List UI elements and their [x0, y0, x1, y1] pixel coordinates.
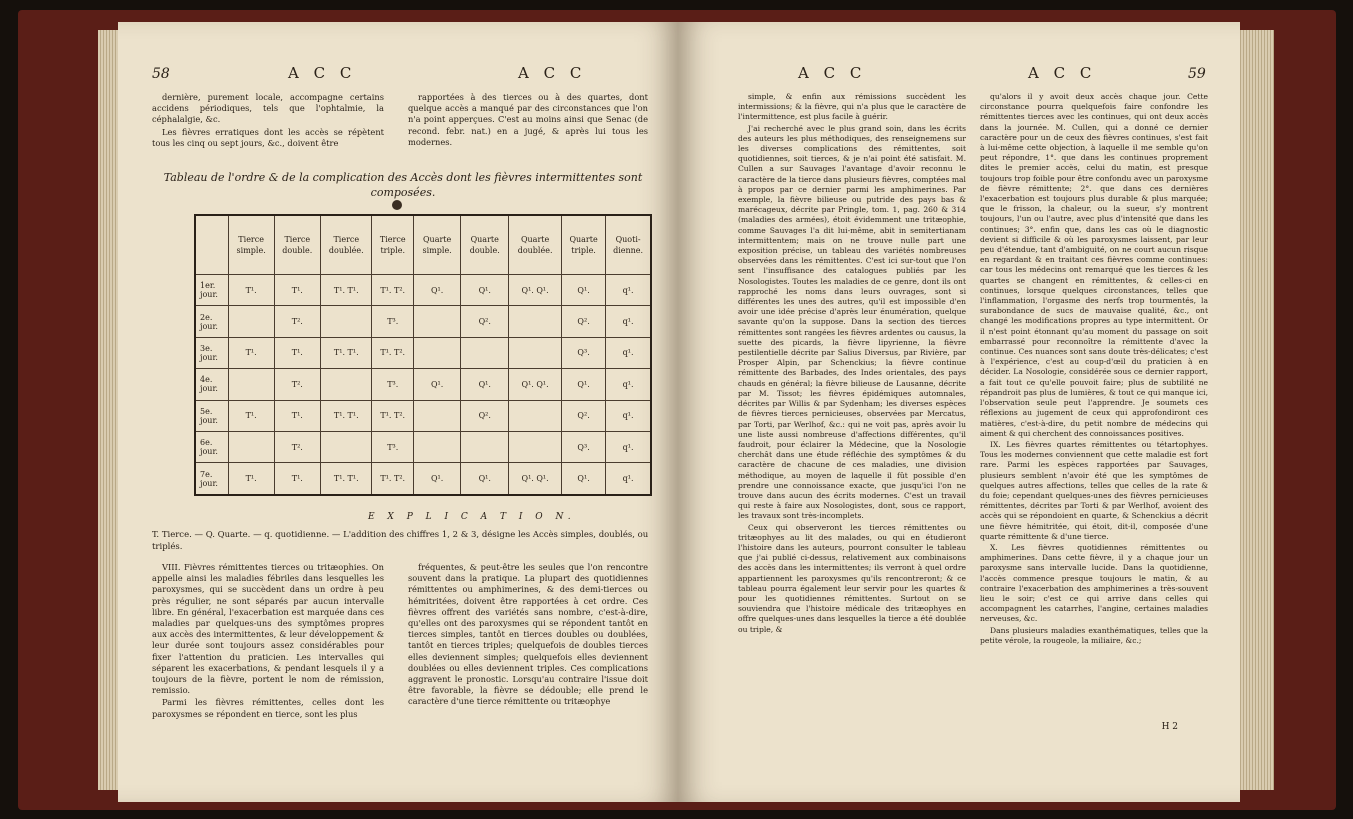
table-cell: Q¹.: [461, 369, 509, 400]
row-label: 2e. jour.: [195, 306, 228, 337]
paragraph: Dans plusieurs maladies exanthématiques, telles que la petite vérole, la rougeole, la miliaire, &c.;: [980, 625, 1208, 645]
table-cell: T².: [274, 369, 321, 400]
table-cell: T³.: [372, 306, 414, 337]
table-header: Quoti-dienne.: [606, 215, 651, 275]
table-cell: Q¹. Q¹.: [509, 369, 562, 400]
table-cell: [321, 431, 372, 462]
paragraph: Les fièvres erratiques dont les accès se répètent tous les cinq ou sept jours, &c., doivent être: [152, 126, 384, 148]
table-cell: T¹.: [228, 463, 274, 495]
table-cell: T¹. T¹.: [321, 275, 372, 306]
table-title: Tableau de l'ordre & de la complication des Accès dont les fièvres intermittentes sont composées.: [163, 171, 643, 199]
table-cell: [509, 337, 562, 368]
page-edges-left: [98, 30, 120, 790]
table-cell: T¹.: [274, 275, 321, 306]
table-cell: Q¹.: [461, 275, 509, 306]
table-header: Quarte simple.: [414, 215, 461, 275]
table-cell: [321, 306, 372, 337]
table-row: [195, 275, 651, 306]
table-cell: [228, 369, 274, 400]
table-cell: T¹. T¹.: [321, 337, 372, 368]
table-cell: Q¹.: [414, 275, 461, 306]
table-cell: Q³.: [561, 431, 605, 462]
table-cell: Q¹.: [461, 463, 509, 495]
ink-spot: [392, 200, 402, 210]
table-cell: T¹.: [228, 337, 274, 368]
table-cell: T¹. T¹.: [321, 400, 372, 431]
table-row: [195, 431, 651, 462]
table-cell: [228, 431, 274, 462]
row-label: 3e. jour.: [195, 337, 228, 368]
running-head-left-a: A C C: [288, 64, 357, 82]
right-right-column: [980, 92, 1208, 647]
table-cell: Q¹.: [561, 369, 605, 400]
table-cell: [414, 306, 461, 337]
table-legend: T. Tierce. — Q. Quarte. — q. quotidienne. — L'addition des chiffres 1, 2 & 3, désigne les Accès simples, doublés, ou triplés.: [152, 530, 649, 552]
paragraph: dernière, purement locale, accompagne certains accidens périodiques, tels que l'ophtalmie, la céphalalgie, &c.: [152, 92, 384, 125]
table-cell: T¹. T².: [372, 275, 414, 306]
paragraph: Ceux qui observeront les tierces rémittentes ou tritæophyes au lit des malades, ou qui en étudieront l'histoire dans les auteurs, pourront consulter le tableau que j'ai publié ci-dessus, relativement aux combinaisons des accès dans les intermittentes; ils verront à quel ordre appartiennent les paroxysmes qu'ils rencontreront; & ce tableau pourra également leur servir pour les quartes & pour les quotidiennes rémittentes. Surtout on se souviendra que l'histoire médicale des tritæophyes en offre quelques-unes dans lesquelles la tierce a été doublée ou triple, &: [738, 522, 966, 634]
table-header-row: [195, 215, 651, 275]
right-page: [678, 22, 1240, 802]
table-cell: Q².: [561, 400, 605, 431]
page-edges-right: [1238, 30, 1274, 790]
table-header: Tierce doublée.: [321, 215, 372, 275]
table-row: [195, 463, 651, 495]
catchword: H 2: [1161, 722, 1178, 732]
table-cell: Q¹. Q¹.: [509, 463, 562, 495]
table-header: Quarte doublée.: [509, 215, 562, 275]
table-cell: Q¹.: [561, 463, 605, 495]
table-cell: T².: [274, 431, 321, 462]
table-cell: q¹.: [606, 400, 651, 431]
row-label: 4e. jour.: [195, 369, 228, 400]
paragraph: X. Les fièvres quotidiennes rémittentes ou amphimerines. Dans cette fièvre, il y a chaque jour un paroxysme sans intervalle lucide. Dans la quotidienne, l'accès commence presque toujours le matin, & au contraire l'exacerbation des amphimerines a très-souvent lieu le soir; c'est ce qui arrive dans celles qui accompagnent les catarrhes, l'angine, certaines maladies nerveuses, &c.: [980, 542, 1208, 624]
paragraph: simple, & enfin aux rémissions succèdent les intermissions; & la fièvre, qui n'a plus que le caractère de l'intermittence, est plus facile à guérir.: [738, 92, 966, 122]
row-label: 6e. jour.: [195, 431, 228, 462]
paragraph: fréquentes, & peut-être les seules que l'on rencontre souvent dans la pratique. La plupart des quotidiennes rémittentes ou amphimerines, & des demi-tierces ou hémitritées, doivent être rapportées à cet ordre. Ces fièvres offrent des variétés sans nombre, c'est-à-dire, qu'elles ont des paroxysmes qui se répondent tantôt en tierces simples, tantôt en tierces doubles ou doublées, tantôt en tierces triples; quelquefois de doubles tierces elles deviennent simples; quelquefois elles deviennent doublées ou elles deviennent triples. Ces complications aggravent le pronostic. Lorsqu'au contraire l'issue doit être favorable, la fièvre se dédouble; elle prend le caractère d'une tierce rémittente ou tritæophye: [408, 562, 648, 707]
table-cell: Q³.: [561, 337, 605, 368]
table-cell: T³.: [372, 431, 414, 462]
table-cell: T¹. T¹.: [321, 463, 372, 495]
table-cell: T¹.: [228, 400, 274, 431]
table-cell: T¹. T².: [372, 463, 414, 495]
row-label: 5e. jour.: [195, 400, 228, 431]
table-cell: Q².: [561, 306, 605, 337]
top-left-column: [152, 92, 384, 150]
table-cell: q¹.: [606, 306, 651, 337]
table-cell: [414, 400, 461, 431]
table-cell: [228, 306, 274, 337]
paragraph: rapportées à des tierces ou à des quartes, dont quelque accès a manqué par des circonstances que l'on n'a point apperçues. C'est au moins ainsi que Senac (de recond. febr. nat.) en a jugé, & après lui tous les modernes.: [408, 92, 648, 147]
paragraph: Parmi les fièvres rémittentes, celles dont les paroxysmes se répondent en tierce, sont les plus: [152, 697, 384, 719]
table-row: [195, 306, 651, 337]
table-cell: q¹.: [606, 463, 651, 495]
table-header: Quarte double.: [461, 215, 509, 275]
table-cell: q¹.: [606, 431, 651, 462]
left-page: [118, 22, 678, 802]
right-left-column: [738, 92, 966, 636]
table-cell: T¹.: [274, 463, 321, 495]
row-label: 1er. jour.: [195, 275, 228, 306]
table-cell: T².: [274, 306, 321, 337]
table-cell: T³.: [372, 369, 414, 400]
table-cell: Q¹.: [414, 369, 461, 400]
table-cell: [414, 431, 461, 462]
explication-heading: E X P L I C A T I O N.: [368, 512, 576, 522]
accès-table: [194, 214, 652, 496]
table-cell: [414, 337, 461, 368]
running-head-right-b: A C C: [1028, 64, 1097, 82]
table-cell: q¹.: [606, 275, 651, 306]
table-header: [195, 215, 228, 275]
table-cell: Q¹. Q¹.: [509, 275, 562, 306]
table-cell: T¹.: [274, 400, 321, 431]
table-header: Tierce double.: [274, 215, 321, 275]
table-header: Tierce triple.: [372, 215, 414, 275]
table-cell: T¹.: [274, 337, 321, 368]
table-cell: q¹.: [606, 337, 651, 368]
top-right-column: [408, 92, 648, 149]
table-cell: [321, 369, 372, 400]
table-cell: T¹. T².: [372, 337, 414, 368]
page-number-right: 59: [1188, 66, 1206, 82]
paragraph: VIII. Fièvres rémittentes tierces ou tritæophies. On appelle ainsi les maladies fébriles dans lesquelles les paroxysmes, qui se succèdent dans un ordre à peu près régulier, ne sont séparés par aucun intervalle libre. En général, l'exacerbation est marquée dans ces maladies par quelques-uns des symptômes propres aux accès des intermittentes, & leur développement & leur durée sont toujours assez considérables pour fixer l'attention du praticien. Les intervalles qui séparent les exacerbations, & pendant lesquels il y a toujours de la fièvre, portent le nom de rémission, remissio.: [152, 562, 384, 696]
table-header: Tierce simple.: [228, 215, 274, 275]
running-head-right-a: A C C: [798, 64, 867, 82]
table-row: [195, 369, 651, 400]
page-number-left: 58: [152, 66, 170, 82]
table-cell: T¹.: [228, 275, 274, 306]
paragraph: IX. Les fièvres quartes rémittentes ou tétartophyes. Tous les modernes conviennent que cette maladie est fort rare. Parmi les espèces rapportées par Sauvages, plusieurs semblent n'avoir été que les symptômes de quelques autres affections, telles que celles de la rate & du foie; cependant quelques-unes des fièvres pernicieuses rémittentes, décrites par Torti & par Werlhof, avoient des accès qui se répondoient en quarte, & Schenckius a décrit une fièvre hémitritée, qui étoit, dit-il, composée d'une quarte rémittente & d'une tierce.: [980, 439, 1208, 541]
table-header: Quarte triple.: [561, 215, 605, 275]
bottom-left-column: [152, 562, 384, 721]
table-cell: Q¹.: [561, 275, 605, 306]
table-cell: [509, 400, 562, 431]
table-cell: [461, 431, 509, 462]
table-row: [195, 400, 651, 431]
table-cell: Q².: [461, 306, 509, 337]
table-cell: Q².: [461, 400, 509, 431]
paragraph: J'ai recherché avec le plus grand soin, dans les écrits des auteurs les plus méthodiques, des renseignemens sur les diverses complications des rémittentes, soit quotidiennes, soit tierces, & je n'ai point été satisfait. M. Cullen a sur Sauvages l'avantage d'avoir reconnu le caractère de la tierce dans plusieurs fièvres, comptées mal à propos par ce dernier parmi les amphimerines. Par exemple, la fièvre bilieuse ou putride des pays bas & marécageux, décrite par Pringle, tom. 1, pag. 260 & 314 (maladies des armées), étoit évidemment une tritæophie, comme Sauvages l'a dit lui-même, abit in semitertianam intermittentem; mais on ne trouve nulle part une exposition précise, un tableau des variétés nombreuses observées dans les rémittentes. C'est ici sur-tout que l'on sent l'insuffisance des catalogues publiés par les Nosologistes. Toutes les maladies de ce genre, dont ils ont rapproché les noms dans leurs ouvrages, sont si différentes les unes des autres, qu'il est impossible d'en avoir une idée précise d'après leur énumération, quelque savante qu'on la suppose. Dans la section des tierces rémittentes sont rangées les fièvres ardentes ou causus, la suette des picards, la fièvre lipyrienne, la fièvre pestilentielle décrite par Salius Diversus, par Rivière, par Prosper Alpin, par Schenckius; la fièvre continue rémittente des Barbades, des Indes orientales, des pays chauds en général; la fièvre bilieuse de Lausanne, décrite par M. Tissot; les fièvres épidémiques automnales, décrites par Willis & par Sydenham; les diverses espèces de fièvres tierces pernicieuses, observées par Mercatus, par Torti, par Werlhof, &c.: qui ne voit pas, après avoir lu une liste aussi nombreuse d'affections différentes, qu'il faudroit, pour éclairer la Médecine, que la Nosologie cherchât dans une étude réfléchie des symptômes & du caractère de chacune de ces maladies, une division méthodique, au moyen de laquelle il fût possible d'en prendre une connoissance exacte, que jusqu'ici l'on ne trouve dans aucun des écrits modernes. C'est un travail qui reste à faire aux Nosologistes, dont, sous ce rapport, les travaux sont très-incomplets.: [738, 123, 966, 521]
bottom-right-column: [408, 562, 648, 709]
paragraph: qu'alors il y avoit deux accès chaque jour. Cette circonstance pourra quelquefois faire confondre les rémittentes tierces avec les continues, qui ont deux accès dans la journée. M. Cullen, qui a donné ce dernier caractère pour un de ceux des fièvres continues, s'est fait à lui-même cette objection, à laquelle il me semble qu'on peut répondre, 1°. que dans les continues proprement dites le premier accès, celui du matin, est presque toujours trop foible pour être confondu avec un paroxysme de fièvre rémittente; 2°. que dans ces dernières l'exacerbation est toujours plus durable & plus marquée; que le frisson, la chaleur, ou la sueur, s'y montrent toujours, l'un ou l'autre, avec plus d'intensité que dans les continues; 3°. enfin que, dans les cas où le diagnostic devient si difficile & où les paroxysmes laissent, par leur peu d'étendue, tant d'ambiguité, on ne court aucun risque en regardant & en traitant ces fièvres comme continues: car tous les médecins ont remarqué que les tierces & les quartes se changent en rémittentes, & celles-ci en continues, lorsque quelques circonstances, telles que l'inflammation, l'orgasme des nerfs trop tourmentés, la surabondance de sucs de mauvaise qualité, &c., ont changé les modifications propres au type intermittent. Or il n'est point étonnant qu'au moment du passage on soit embarrassé pour reconnoître la rémittente d'avec la continue. Ces nuances sont sans doute très-délicates; c'est à l'expérience, c'est au coup-d'œil du praticien à en décider. La Nosologie, considérée sous ce dernier rapport, a fait tout ce qu'elle pouvoit faire; plus de subtilité ne répandroit pas plus de lumières, & tout ce qui manque ici, l'observation seule peut l'apprendre. Je soumets ces réflexions au jugement de ceux qui approfondiront ces matières, c'est-à-dire, du petit nombre de médecins qui aiment & qui cherchent des connoissances positives.: [980, 92, 1208, 438]
running-head-left-b: A C C: [518, 64, 587, 82]
table-cell: [509, 306, 562, 337]
table-row: [195, 337, 651, 368]
table-cell: [461, 337, 509, 368]
table-cell: Q¹.: [414, 463, 461, 495]
table-cell: q¹.: [606, 369, 651, 400]
table-cell: T¹. T².: [372, 400, 414, 431]
table-cell: [509, 431, 562, 462]
row-label: 7e. jour.: [195, 463, 228, 495]
